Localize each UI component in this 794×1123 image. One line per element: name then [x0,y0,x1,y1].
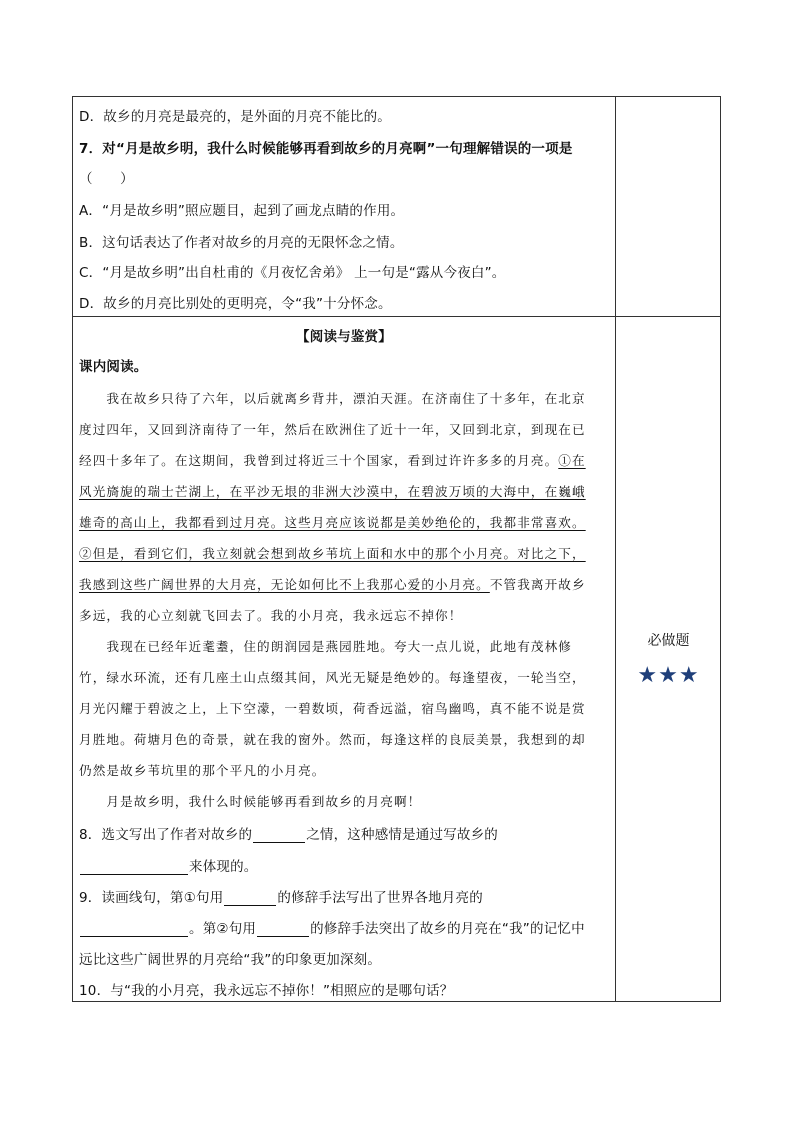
underlined-passage-line: 风光旖旎的瑞士芒湖上，在平沙无垠的非洲大沙漠中，在碧波万顷的大海中，在巍峨 [79,484,586,499]
passage-line [79,574,599,593]
section-heading: 【阅读与鉴赏】 [296,329,392,345]
question-7-bracket: （ ） [79,171,134,187]
answer-blank[interactable] [80,861,188,875]
section-subheading: 课内阅读。 [79,359,148,375]
row-divider [73,316,720,317]
passage-line: 我在故乡只待了六年，以后就离乡背井，漂泊天涯。在济南住了十多年，在北京 [79,391,586,406]
underlined-passage-line: ②但是，看到它们，我立刻就会想到故乡苇坑上面和水中的那个小月亮。对比之下， [79,546,586,561]
passage-text: 经四十多年了。在这期间，我曾到过将近三十个国家，看到过许许多多的月亮。 [79,453,559,468]
question-9-end: 远比这些广阔世界的月亮给“我”的印象更加深刻。 [79,952,382,968]
passage-text: 不管我离开故乡 [489,577,586,592]
option-d-prev: D．故乡的月亮是最亮的，是外面的月亮不能比的。 [79,109,391,125]
question-9-cont [79,917,585,937]
passage-line: 竹，绿水环流，还有几座土山点缀其间，风光无疑是绝妙的。每逢望夜，一轮当空， [79,670,586,685]
question-10: 10．与“我的小月亮，我永远忘不掉你！”相照应的是哪句话？ [79,983,454,999]
question-text: 8．选文写出了作者对故乡的 [79,827,253,843]
passage-line: 多远，我的心立刻就飞回去了。我的小月亮，我永远忘不掉你！ [79,608,463,623]
passage-line: 月胜地。荷塘月色的奇景，就在我的窗外。然而，每逢这样的良辰美景，我想到的却 [79,732,586,747]
underlined-passage-line: 雄奇的高山上，我都看到过月亮。这些月亮应该说都是美妙绝伦的，我都非常喜欢。 [79,515,586,530]
option-d: D．故乡的月亮比别处的更明亮，令“我”十分怀念。 [79,296,392,312]
option-b: B．这句话表达了作者对故乡的月亮的无限怀念之情。 [79,235,404,251]
question-text: 的修辞手法写出了世界各地月亮的 [277,890,483,906]
star-rating-icon: ★★★ [637,663,700,688]
required-label: 必做题 [647,633,690,649]
option-c: C．“月是故乡明”出自杜甫的《月夜忆舍弟》 上一句是“露从今夜白”。 [79,265,506,281]
passage-line: 度过四年，又回到济南待了一年，然后在欧洲住了近十一年，又回到北京，到现在已 [79,422,586,437]
question-7: 7．对“月是故乡明，我什么时候能够再看到故乡的月亮啊”一句理解错误的一项是 [79,141,573,157]
passage-line [79,450,599,469]
passage-line: 月光闪耀于碧波之上，上下空濛，一碧数顷，荷香远溢，宿鸟幽鸣，真不能不说是赏 [79,701,586,716]
worksheet-table [72,96,721,1002]
question-text: 的修辞手法突出了故乡的月亮在“我”的记忆中 [310,921,585,937]
answer-blank[interactable] [80,923,188,937]
question-9 [79,886,483,906]
passage-line: 仍然是故乡苇坑里的那个平凡的小月亮。 [79,763,326,778]
question-text: 之情，这种感情是通过写故乡的 [306,827,499,843]
answer-blank[interactable] [253,829,305,843]
passage-line: 月是故乡明，我什么时候能够再看到故乡的月亮啊！ [79,794,422,809]
answer-blank[interactable] [257,923,309,937]
question-8 [79,823,498,843]
option-a: A．“月是故乡明”照应题目，起到了画龙点睛的作用。 [79,203,405,219]
passage-line: 我现在已经年近耄耋，住的朗润园是燕园胜地。夸大一点儿说，此地有茂林修 [79,639,572,654]
underlined-text: 我感到这些广阔世界的大月亮，无论如何比不上我那心爱的小月亮。 [79,577,490,592]
question-text: 来体现的。 [189,859,258,875]
question-text: 9．读画线句，第①句用 [79,890,224,906]
column-divider [615,97,616,1001]
question-8-cont [79,855,258,875]
answer-blank[interactable] [224,892,276,906]
question-text: 。第②句用 [189,921,257,937]
underlined-text: ①在 [558,453,586,468]
